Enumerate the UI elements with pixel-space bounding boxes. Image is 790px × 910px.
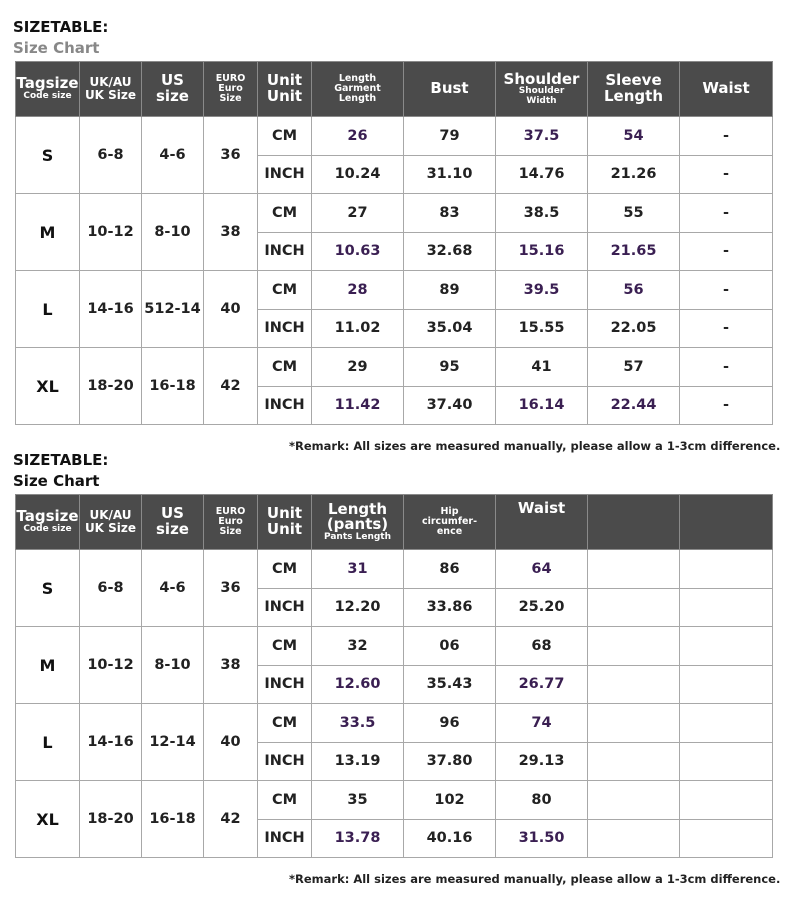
header-ukau: UK/AU UK Size [80, 62, 142, 117]
uk-size-cell: 6-8 [80, 117, 142, 194]
unit-cell: CM [258, 194, 312, 233]
table-row [16, 271, 773, 310]
table-row [16, 194, 773, 233]
unit-cell: CM [258, 781, 312, 820]
measurement-cell: 64 [496, 550, 588, 589]
uk-size-cell: 10-12 [80, 194, 142, 271]
unit-cell: INCH [258, 386, 312, 425]
header-blank-2 [680, 495, 773, 550]
unit-cell: CM [258, 117, 312, 156]
header-length: Length Garment Length [312, 62, 404, 117]
unit-cell: INCH [258, 232, 312, 271]
unit-cell: INCH [258, 819, 312, 858]
measurement-cell: 89 [404, 271, 496, 310]
measurement-cell: - [680, 309, 773, 348]
header-waist: Waist [496, 495, 588, 550]
measurement-cell: 21.65 [588, 232, 680, 271]
measurement-cell: 27 [312, 194, 404, 233]
empty-cell [680, 781, 773, 820]
bottom-subtitle: Size Chart [13, 472, 100, 490]
measurement-cell: 22.44 [588, 386, 680, 425]
unit-cell: CM [258, 348, 312, 387]
measurement-cell: 11.02 [312, 309, 404, 348]
table-row [16, 550, 773, 589]
unit-cell: INCH [258, 155, 312, 194]
measurement-cell: 35.04 [404, 309, 496, 348]
measurement-cell: 15.16 [496, 232, 588, 271]
measurement-cell: 39.5 [496, 271, 588, 310]
uk-size-cell: 10-12 [80, 627, 142, 704]
header-waist: Waist [680, 62, 773, 117]
measurement-cell: 35.43 [404, 665, 496, 704]
header-tagsize: Tagsize Code size [16, 62, 80, 117]
measurement-cell: 12.60 [312, 665, 404, 704]
measurement-cell: 56 [588, 271, 680, 310]
empty-cell [588, 704, 680, 743]
unit-cell: INCH [258, 665, 312, 704]
measurement-cell: 102 [404, 781, 496, 820]
uk-size-cell: 14-16 [80, 271, 142, 348]
measurement-cell: - [680, 117, 773, 156]
measurement-cell: 40.16 [404, 819, 496, 858]
bottom-title: SIZETABLE: [13, 451, 109, 469]
measurement-cell: 31.50 [496, 819, 588, 858]
size-tag-cell: S [16, 550, 80, 627]
header-tagsize: Tagsize Code size [16, 495, 80, 550]
euro-size-cell: 38 [204, 627, 258, 704]
measurement-cell: 11.42 [312, 386, 404, 425]
euro-size-cell: 36 [204, 550, 258, 627]
empty-cell [588, 742, 680, 781]
empty-cell [680, 627, 773, 666]
measurement-cell: 22.05 [588, 309, 680, 348]
us-size-cell: 512-14 [142, 271, 204, 348]
euro-size-cell: 40 [204, 704, 258, 781]
measurement-cell: 35 [312, 781, 404, 820]
uk-size-cell: 18-20 [80, 781, 142, 858]
size-tag-cell: S [16, 117, 80, 194]
measurement-cell: 37.40 [404, 386, 496, 425]
us-size-cell: 4-6 [142, 117, 204, 194]
measurement-cell: 15.55 [496, 309, 588, 348]
header-hip: Hip circumfer- ence [404, 495, 496, 550]
empty-cell [588, 819, 680, 858]
header-ukau: UK/AU UK Size [80, 495, 142, 550]
measurement-cell: 68 [496, 627, 588, 666]
measurement-cell: 32.68 [404, 232, 496, 271]
measurement-cell: 13.78 [312, 819, 404, 858]
header-sleeve: Sleeve Length [588, 62, 680, 117]
table-row [16, 627, 773, 666]
empty-cell [680, 588, 773, 627]
table-row [16, 704, 773, 743]
header-us: US size [142, 62, 204, 117]
header-euro: EURO Euro Size [204, 62, 258, 117]
table-row [16, 781, 773, 820]
top-size-table [15, 61, 773, 425]
measurement-cell: 26 [312, 117, 404, 156]
empty-cell [680, 550, 773, 589]
measurement-cell: 96 [404, 704, 496, 743]
measurement-cell: 80 [496, 781, 588, 820]
table-row [16, 117, 773, 156]
measurement-cell: 86 [404, 550, 496, 589]
measurement-cell: - [680, 155, 773, 194]
measurement-cell: - [680, 194, 773, 233]
empty-cell [588, 781, 680, 820]
unit-cell: INCH [258, 742, 312, 781]
measurement-cell: 29.13 [496, 742, 588, 781]
measurement-cell: 57 [588, 348, 680, 387]
header-unit: Unit Unit [258, 62, 312, 117]
measurement-cell: 10.63 [312, 232, 404, 271]
measurement-cell: - [680, 232, 773, 271]
us-size-cell: 12-14 [142, 704, 204, 781]
empty-cell [680, 665, 773, 704]
table-row [16, 348, 773, 387]
measurement-cell: - [680, 271, 773, 310]
euro-size-cell: 38 [204, 194, 258, 271]
us-size-cell: 16-18 [142, 348, 204, 425]
euro-size-cell: 42 [204, 348, 258, 425]
top-subtitle: Size Chart [13, 39, 100, 57]
measurement-cell: 83 [404, 194, 496, 233]
measurement-cell: 79 [404, 117, 496, 156]
bottom-remark: *Remark: All sizes are measured manually, please allow a 1-3cm difference. [289, 872, 781, 886]
header-unit: Unit Unit [258, 495, 312, 550]
measurement-cell: 31.10 [404, 155, 496, 194]
unit-cell: CM [258, 704, 312, 743]
measurement-cell: 32 [312, 627, 404, 666]
measurement-cell: 37.80 [404, 742, 496, 781]
measurement-cell: 14.76 [496, 155, 588, 194]
unit-cell: CM [258, 271, 312, 310]
empty-cell [680, 704, 773, 743]
measurement-cell: - [680, 386, 773, 425]
empty-cell [588, 665, 680, 704]
unit-cell: INCH [258, 309, 312, 348]
measurement-cell: 38.5 [496, 194, 588, 233]
size-tag-cell: M [16, 627, 80, 704]
bottom-size-table [15, 494, 773, 858]
empty-cell [680, 742, 773, 781]
empty-cell [588, 588, 680, 627]
measurement-cell: 31 [312, 550, 404, 589]
measurement-cell: 33.5 [312, 704, 404, 743]
size-tag-cell: XL [16, 781, 80, 858]
empty-cell [588, 627, 680, 666]
empty-cell [680, 819, 773, 858]
uk-size-cell: 14-16 [80, 704, 142, 781]
size-tag-cell: L [16, 271, 80, 348]
measurement-cell: 16.14 [496, 386, 588, 425]
uk-size-cell: 6-8 [80, 550, 142, 627]
measurement-cell: 55 [588, 194, 680, 233]
euro-size-cell: 40 [204, 271, 258, 348]
measurement-cell: 95 [404, 348, 496, 387]
measurement-cell: 37.5 [496, 117, 588, 156]
measurement-cell: 21.26 [588, 155, 680, 194]
size-tag-cell: XL [16, 348, 80, 425]
unit-cell: INCH [258, 588, 312, 627]
measurement-cell: 41 [496, 348, 588, 387]
us-size-cell: 8-10 [142, 627, 204, 704]
header-us: US size [142, 495, 204, 550]
measurement-cell: 29 [312, 348, 404, 387]
size-tag-cell: L [16, 704, 80, 781]
size-tag-cell: M [16, 194, 80, 271]
measurement-cell: 33.86 [404, 588, 496, 627]
header-shoulder: Shoulder Shoulder Width [496, 62, 588, 117]
us-size-cell: 8-10 [142, 194, 204, 271]
uk-size-cell: 18-20 [80, 348, 142, 425]
measurement-cell: 25.20 [496, 588, 588, 627]
unit-cell: CM [258, 550, 312, 589]
top-title: SIZETABLE: [13, 18, 109, 36]
measurement-cell: 26.77 [496, 665, 588, 704]
empty-cell [588, 550, 680, 589]
measurement-cell: 06 [404, 627, 496, 666]
measurement-cell: 74 [496, 704, 588, 743]
measurement-cell: - [680, 348, 773, 387]
us-size-cell: 16-18 [142, 781, 204, 858]
measurement-cell: 10.24 [312, 155, 404, 194]
euro-size-cell: 36 [204, 117, 258, 194]
measurement-cell: 12.20 [312, 588, 404, 627]
us-size-cell: 4-6 [142, 550, 204, 627]
measurement-cell: 28 [312, 271, 404, 310]
header-euro: EURO Euro Size [204, 495, 258, 550]
header-blank-1 [588, 495, 680, 550]
unit-cell: CM [258, 627, 312, 666]
measurement-cell: 54 [588, 117, 680, 156]
euro-size-cell: 42 [204, 781, 258, 858]
top-remark: *Remark: All sizes are measured manually, please allow a 1-3cm difference. [289, 439, 781, 453]
header-bust: Bust [404, 62, 496, 117]
measurement-cell: 13.19 [312, 742, 404, 781]
header-pants-length: Length (pants) Pants Length [312, 495, 404, 550]
